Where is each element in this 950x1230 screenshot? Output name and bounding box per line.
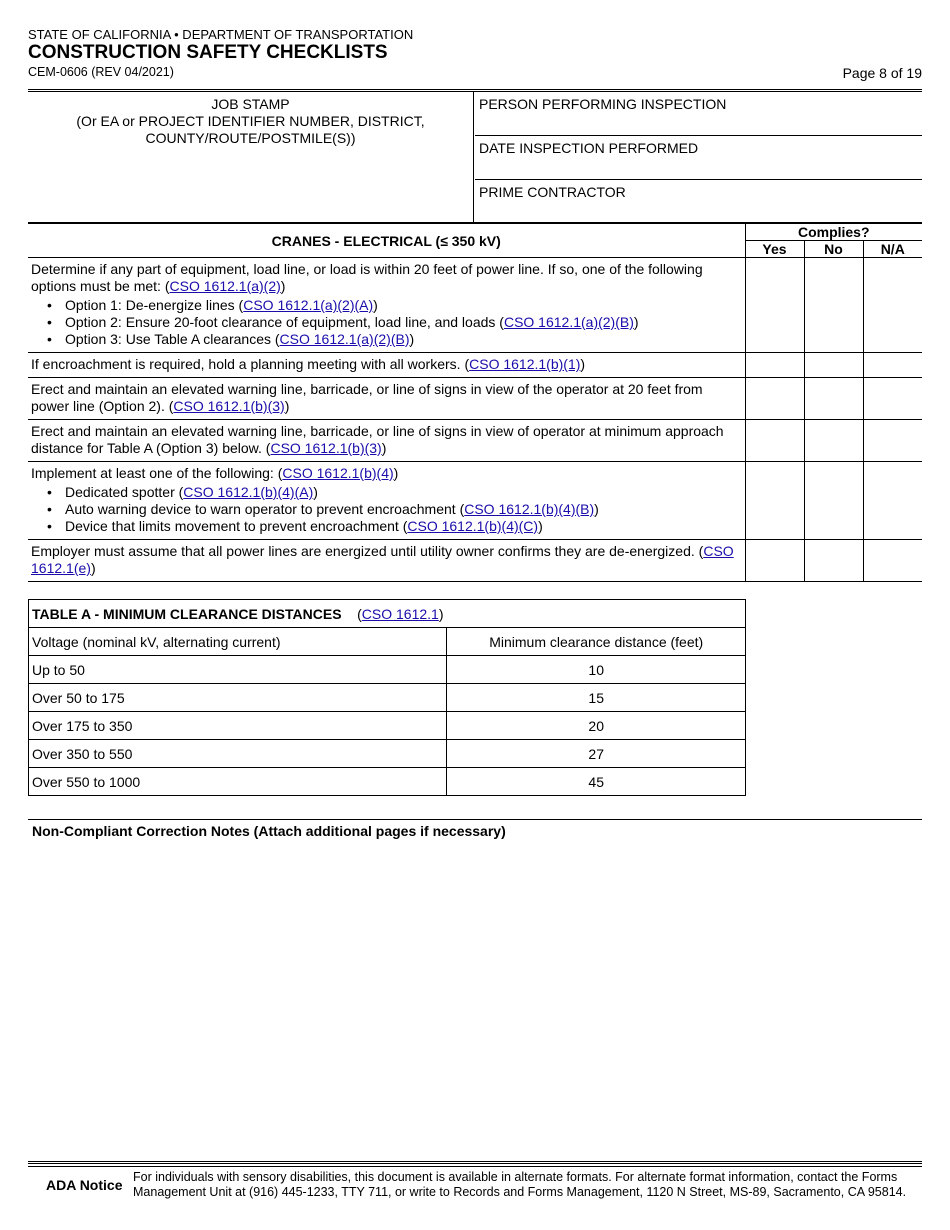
na-checkbox-cell[interactable]	[863, 420, 922, 462]
table-a-ref-link[interactable]: CSO 1612.1	[361, 605, 439, 622]
option-item: • Dedicated spotter (CSO 1612.1(b)(4)(A))	[65, 484, 741, 501]
cso-reference-link[interactable]: CSO 1612.1(e)	[31, 543, 734, 576]
item-text: Determine if any part of equipment, load line, or load is within 20 feet of power line. If so, one of the following options must be met:	[31, 261, 703, 294]
na-checkbox-cell[interactable]	[863, 462, 922, 540]
voltage-cell: Over 175 to 350	[29, 712, 447, 740]
person-field-label: PERSON PERFORMING INSPECTION	[479, 96, 727, 112]
no-header: No	[804, 241, 863, 258]
clearance-cell: 10	[447, 656, 746, 684]
checklist-title: CRANES - ELECTRICAL (≤ 350 kV)	[28, 224, 745, 258]
complies-header: Complies?	[745, 224, 922, 241]
voltage-cell: Up to 50	[29, 656, 447, 684]
page-number: Page 8 of 19	[842, 65, 922, 81]
job-stamp-box[interactable]	[28, 92, 474, 222]
item-text: Erect and maintain an elevated warning line, barricade, or line of signs in view of the operator at 20 feet from power line (Option 2).	[31, 381, 703, 414]
table-row	[29, 656, 746, 684]
form-title: CONSTRUCTION SAFETY CHECKLISTS	[28, 42, 388, 63]
voltage-cell: Over 50 to 175	[29, 684, 447, 712]
yes-checkbox-cell[interactable]	[745, 540, 804, 582]
cso-reference-link[interactable]: CSO 1612.1(a)(2)(B)	[279, 331, 410, 347]
table-row	[29, 684, 746, 712]
no-checkbox-cell[interactable]	[804, 353, 863, 378]
option-list	[31, 484, 741, 535]
cso-reference-link[interactable]: CSO 1612.1(b)(3)	[270, 440, 382, 456]
option-text: Option 1: De-energize lines	[65, 297, 239, 313]
option-text: Auto warning device to warn operator to prevent encroachment	[65, 501, 460, 517]
yes-checkbox-cell[interactable]	[745, 258, 804, 353]
date-field-label: DATE INSPECTION PERFORMED	[479, 140, 699, 156]
checklist-item-text: Erect and maintain an elevated warning line, barricade, or line of signs in view of operator at minimum approach distance for Table A (Option 3) below. (CSO 1612.1(b)(3))	[28, 420, 745, 462]
job-stamp-hint-1: (Or EA or PROJECT IDENTIFIER NUMBER, DISTRICT,	[76, 113, 425, 129]
item-text: Implement at least one of the following:	[31, 465, 278, 481]
cso-reference-link[interactable]: CSO 1612.1(b)(4)	[282, 465, 394, 481]
table-a-title-cell: TABLE A - MINIMUM CLEARANCE DISTANCES (CSO 1612.1)	[29, 600, 746, 628]
footer-divider	[28, 1161, 922, 1167]
ada-notice-text: For individuals with sensory disabilities, this document is available in alternate formats. For alternate format information, contact the Forms Management Unit at (916) 445-1233, TTY 711, or write to Records and Forms Management, 1120 N Street, MS-89, Sacramento, CA 95814.	[133, 1170, 907, 1199]
voltage-cell: Over 550 to 1000	[29, 768, 447, 796]
cso-reference-link[interactable]: CSO 1612.1(b)(4)(B)	[464, 501, 595, 517]
yes-checkbox-cell[interactable]	[745, 462, 804, 540]
no-checkbox-cell[interactable]	[804, 420, 863, 462]
option-text: Option 2: Ensure 20-foot clearance of equipment, load line, and loads	[65, 314, 500, 330]
checklist-row	[28, 420, 922, 462]
checklist-row	[28, 378, 922, 420]
option-text: Dedicated spotter	[65, 484, 179, 500]
cso-reference-link[interactable]: CSO 1612.1(a)(2)	[169, 278, 281, 294]
no-checkbox-cell[interactable]	[804, 540, 863, 582]
na-checkbox-cell[interactable]	[863, 378, 922, 420]
clearance-column-header: Minimum clearance distance (feet)	[447, 628, 746, 656]
checklist-item-text: Employer must assume that all power lines are energized until utility owner confirms they are de-energized. (CSO 1612.1(e))	[28, 540, 745, 582]
option-item: • Device that limits movement to prevent encroachment (CSO 1612.1(b)(4)(C))	[65, 518, 741, 535]
table-a-title: TABLE A - MINIMUM CLEARANCE DISTANCES	[32, 605, 342, 622]
checklist-row	[28, 258, 922, 353]
item-text: Erect and maintain an elevated warning line, barricade, or line of signs in view of operator at minimum approach distance for Table A (Option 3) below.	[31, 423, 724, 456]
form-number: CEM-0606 (REV 04/2021)	[28, 65, 174, 79]
checklist-row	[28, 540, 922, 582]
na-checkbox-cell[interactable]	[863, 258, 922, 353]
option-list	[31, 297, 741, 348]
prime-contractor-field[interactable]	[475, 180, 922, 224]
yes-checkbox-cell[interactable]	[745, 353, 804, 378]
checklist-row	[28, 353, 922, 378]
clearance-cell: 15	[447, 684, 746, 712]
voltage-cell: Over 350 to 550	[29, 740, 447, 768]
na-checkbox-cell[interactable]	[863, 540, 922, 582]
no-checkbox-cell[interactable]	[804, 378, 863, 420]
checklist-item-text: Determine if any part of equipment, load line, or load is within 20 feet of power line. If so, one of the following options must be met: (CSO 1612.1(a)(2)) • Option 1: De-energize lines (CSO 1612.1(a)(2)(A)) • Option 2: Ensure 20-foot clearance of equipment, load line, and loads (CSO 1612.1(a)(2)(B)) • Option 3: Use Table A clearances (CSO 1612.1(a)(2)(B))	[28, 258, 745, 353]
cso-reference-link[interactable]: CSO 1612.1(b)(1)	[469, 356, 581, 372]
ada-notice-label: ADA Notice	[46, 1177, 123, 1193]
job-stamp-hint-2: COUNTY/ROUTE/POSTMILE(S))	[145, 130, 356, 146]
checklist-table	[28, 223, 922, 582]
contractor-field-label: PRIME CONTRACTOR	[479, 184, 626, 200]
clearance-cell: 20	[447, 712, 746, 740]
clearance-cell: 45	[447, 768, 746, 796]
checklist-item-text: If encroachment is required, hold a planning meeting with all workers. (CSO 1612.1(b)(1))	[28, 353, 745, 378]
person-performing-inspection-field[interactable]	[475, 92, 922, 136]
notes-divider	[28, 819, 922, 820]
option-item: • Option 3: Use Table A clearances (CSO 1612.1(a)(2)(B))	[65, 331, 741, 348]
table-row	[29, 740, 746, 768]
no-checkbox-cell[interactable]	[804, 462, 863, 540]
yes-checkbox-cell[interactable]	[745, 378, 804, 420]
option-text: Option 3: Use Table A clearances	[65, 331, 275, 347]
correction-notes-title: Non-Compliant Correction Notes (Attach additional pages if necessary)	[32, 823, 506, 839]
option-item: • Option 1: De-energize lines (CSO 1612.1(a)(2)(A))	[65, 297, 741, 314]
no-checkbox-cell[interactable]	[804, 258, 863, 353]
inspection-header-block	[28, 89, 922, 223]
cso-reference-link[interactable]: CSO 1612.1(b)(3)	[173, 398, 285, 414]
na-header: N/A	[863, 241, 922, 258]
option-item: • Option 2: Ensure 20-foot clearance of equipment, load line, and loads (CSO 1612.1(a)(2)(B))	[65, 314, 741, 331]
date-inspection-field[interactable]	[475, 136, 922, 180]
yes-checkbox-cell[interactable]	[745, 420, 804, 462]
cso-reference-link[interactable]: CSO 1612.1(b)(4)(C)	[407, 518, 539, 534]
checklist-item-text: Erect and maintain an elevated warning line, barricade, or line of signs in view of the operator at 20 feet from power line (Option 2). (CSO 1612.1(b)(3))	[28, 378, 745, 420]
job-stamp-label: JOB STAMP	[211, 96, 290, 112]
option-item: • Auto warning device to warn operator to prevent encroachment (CSO 1612.1(b)(4)(B))	[65, 501, 741, 518]
item-text: Employer must assume that all power lines are energized until utility owner confirms they are de-energized.	[31, 543, 699, 559]
checklist-row	[28, 462, 922, 540]
item-text: If encroachment is required, hold a planning meeting with all workers.	[31, 356, 465, 372]
cso-reference-link[interactable]: CSO 1612.1(b)(4)(A)	[183, 484, 314, 500]
cso-reference-link[interactable]: CSO 1612.1(a)(2)(B)	[503, 314, 634, 330]
cso-reference-link[interactable]: CSO 1612.1(a)(2)(A)	[243, 297, 374, 313]
table-row	[29, 768, 746, 796]
checklist-item-text: Implement at least one of the following: (CSO 1612.1(b)(4)) • Dedicated spotter (CSO 1612.1(b)(4)(A)) • Auto warning device to warn operator to prevent encroachment (CSO 1612.1(b)(4)(B)) • Device that limits movement to prevent encroachment (CSO 1612.1(b)(4)(C))	[28, 462, 745, 540]
clearance-cell: 27	[447, 740, 746, 768]
table-row	[29, 712, 746, 740]
voltage-column-header: Voltage (nominal kV, alternating current)	[29, 628, 447, 656]
clearance-distance-table	[28, 599, 746, 796]
option-text: Device that limits movement to prevent encroachment	[65, 518, 403, 534]
agency-header: STATE OF CALIFORNIA • DEPARTMENT OF TRANSPORTATION	[28, 27, 414, 42]
na-checkbox-cell[interactable]	[863, 353, 922, 378]
yes-header: Yes	[745, 241, 804, 258]
